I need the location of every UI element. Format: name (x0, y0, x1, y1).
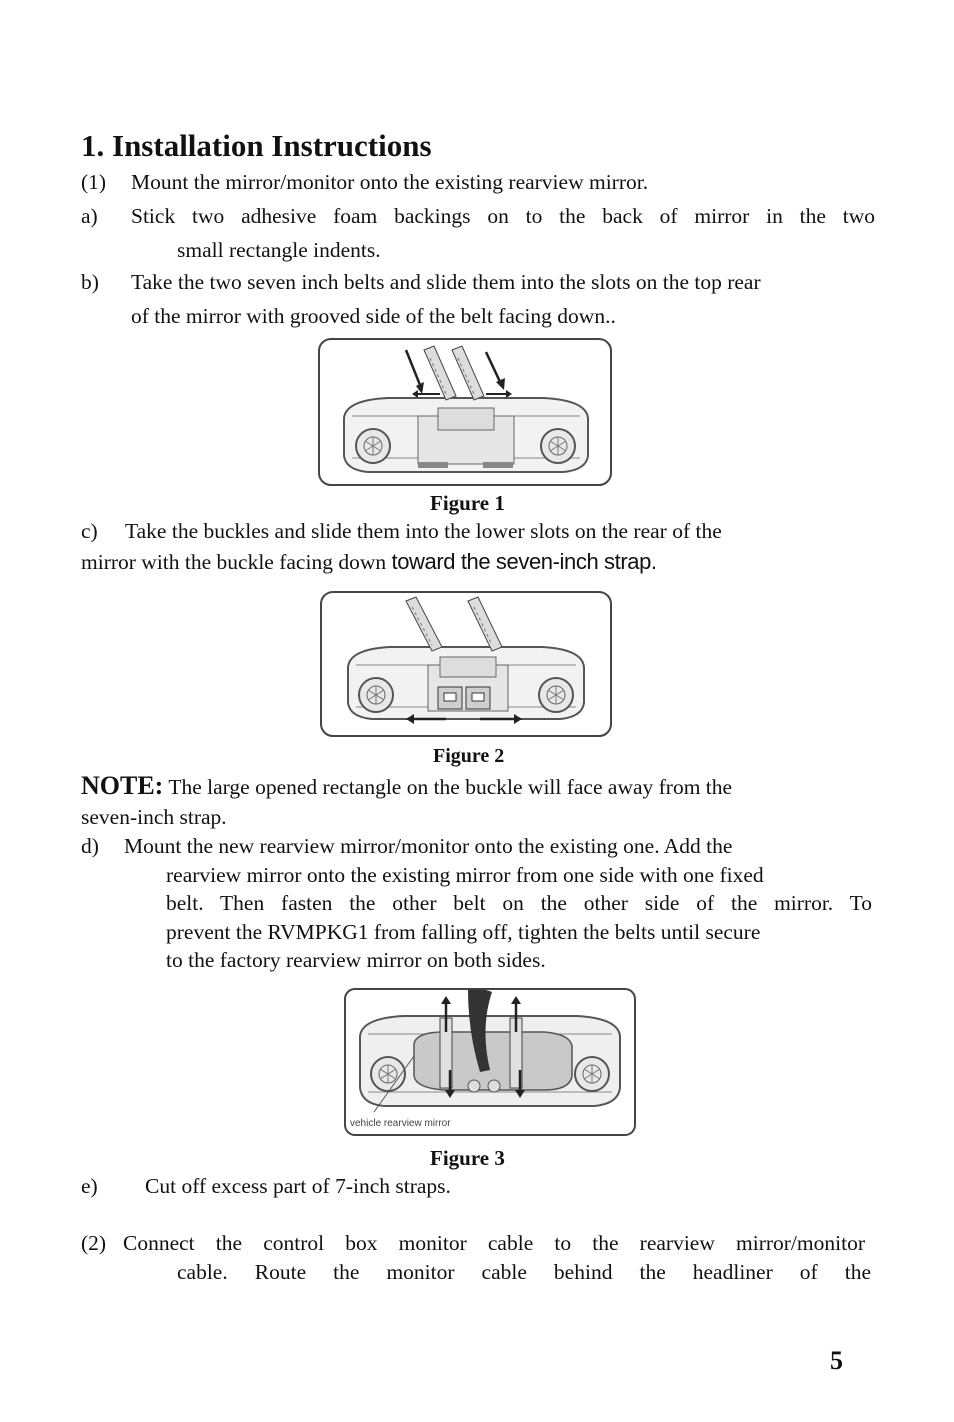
item-b-label: b) (81, 270, 99, 294)
step-1-text: Mount the mirror/monitor onto the existing rearview mirror. (131, 170, 649, 194)
item-c-line-2-sans: toward the seven-inch strap. (391, 549, 657, 574)
figure-1-illustration (318, 338, 612, 486)
item-c-label: c) (81, 519, 98, 543)
item-d-line-5: to the factory rearview mirror on both sides. (166, 948, 546, 972)
step-2-line-1: Connect the control box monitor cable to the rearview mirror/monitor (123, 1231, 865, 1255)
item-c-line-1: Take the buckles and slide them into the lower slots on the rear of the (125, 519, 722, 543)
figure-1-caption: Figure 1 (430, 491, 505, 515)
note-line-2: seven-inch strap. (81, 805, 227, 829)
step-1-label: (1) (81, 170, 107, 194)
note-text: The large opened rectangle on the buckle will face away from the (168, 775, 733, 799)
speaker-right-icon (541, 429, 575, 463)
step-2-line-2: cable. Route the monitor cable behind the headliner of the (177, 1260, 871, 1284)
item-c-line-2 (81, 551, 657, 574)
figure-2-caption: Figure 2 (433, 745, 505, 767)
speaker-right-icon (539, 678, 573, 712)
item-c-line-2-serif: mirror with the buckle facing down (81, 550, 387, 574)
item-d-line-3: belt. Then fasten the other belt on the other side of the mirror. To (166, 891, 872, 915)
page-number: 5 (830, 1346, 843, 1375)
figure-3-caption: Figure 3 (430, 1146, 505, 1170)
figure-3-label: vehicle rearview mirror (350, 1118, 451, 1129)
item-e-label: e) (81, 1174, 98, 1198)
speaker-left-icon (356, 429, 390, 463)
figure-3-illustration (344, 988, 636, 1136)
section-heading: 1. Installation Instructions (81, 128, 432, 163)
item-e-text: Cut off excess part of 7-inch straps. (145, 1174, 451, 1198)
item-d-line-1: Mount the new rearview mirror/monitor onto the existing one. Add the (124, 834, 733, 858)
item-a-label: a) (81, 204, 98, 228)
speaker-right-icon (575, 1057, 609, 1091)
note-label: NOTE: (81, 771, 164, 800)
item-b-line-2: of the mirror with grooved side of the belt facing down.. (131, 304, 616, 328)
speaker-left-icon (359, 678, 393, 712)
figure-2-illustration (320, 591, 612, 737)
item-a-line-2: small rectangle indents. (177, 238, 381, 262)
item-d-line-2: rearview mirror onto the existing mirror from one side with one fixed (166, 863, 764, 887)
step-2-label: (2) (81, 1231, 107, 1255)
item-b-line-1: Take the two seven inch belts and slide them into the slots on the top rear (131, 270, 761, 294)
item-d-label: d) (81, 834, 99, 858)
note-line-1 (81, 771, 732, 801)
item-d-line-4: prevent the RVMPKG1 from falling off, tighten the belts until secure (166, 920, 761, 944)
item-a-line-1: Stick two adhesive foam backings on to the back of mirror in the two (131, 204, 875, 228)
speaker-left-icon (371, 1057, 405, 1091)
